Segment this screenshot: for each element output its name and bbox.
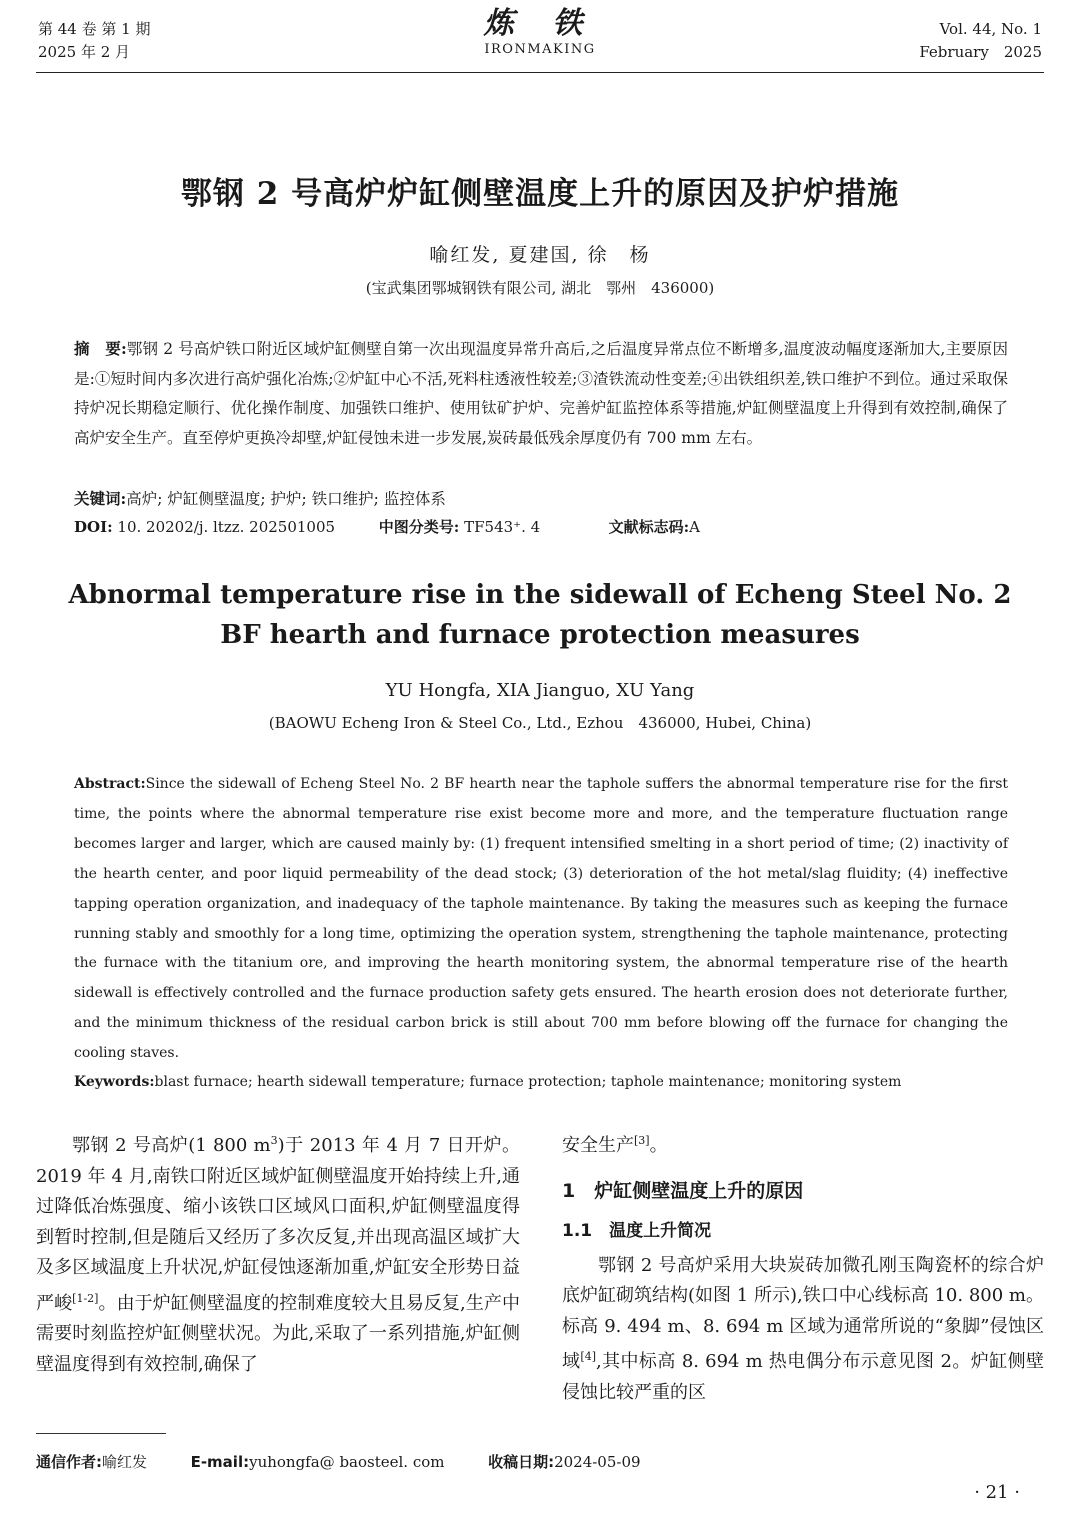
journal-name-zh: 炼 铁 (483, 6, 597, 41)
intro-continuation (562, 1126, 1044, 1162)
authors-zh: 喻红发, 夏建国, 徐 杨 (429, 244, 651, 266)
article-meta (74, 515, 1008, 539)
journal-issue-en (919, 18, 1042, 64)
footnote-divider (36, 1433, 166, 1434)
abstract-zh-text: 鄂钢 2 号高炉铁口附近区域炉缸侧壁自第一次出现温度异常升高后,之后温度异常点位不断增多,温度波动幅度逐渐加大,主要原因是:①短时间内多次进行高炉强化冶炼;②炉缸中心不活,死料柱透液性较差;③渣铁流动性变差;④出铁组织差,铁口维护不到位。通过采取保持炉况长期稳定顺行、优化操作制度、加强铁口维护、使用钛矿护炉、完善炉缸监控体系等措施,炉缸侧壁温度上升得到有效控制,确保了高炉安全生产。直至停炉更换冷却壁,炉缸侵蚀未进一步发展,炭砖最低残余厚度仍有 700 mm 左右。 (74, 340, 1008, 447)
body-column-right (562, 1126, 1044, 1408)
clc-label: 中图分类号: (378, 518, 460, 536)
intro-text-a: 鄂钢 2 号高炉(1 800 m (72, 1135, 271, 1156)
abstract-zh-label: 摘 要: (74, 339, 127, 358)
section-text-a: 鄂钢 2 号高炉采用大块炭砖加微孔刚玉陶瓷杯的综合炉底炉缸砌筑结构(如图 1 所示),铁口中心线标高 10. 800 m。标高 9. 494 m、8. 694 m 区域为通常所说的“象脚”侵蚀区域 (562, 1254, 1044, 1372)
clc-value: TF543⁺. 4 (464, 518, 541, 536)
section-heading-1-1: 1.1 温度上升简况 (562, 1221, 712, 1241)
corresponding-author-label: 通信作者: (36, 1453, 102, 1471)
abstract-en-label: Abstract: (74, 776, 146, 792)
authors-en: YU Hongfa, XIA Jianguo, XU Yang (385, 680, 695, 701)
keywords-en (74, 1068, 1008, 1096)
continuation-end: 。 (649, 1135, 668, 1156)
keywords-en-text: blast furnace; hearth sidewall temperature; furnace protection; taphole maintenance; monitoring system (154, 1074, 902, 1090)
abstract-en-text: Since the sidewall of Echeng Steel No. 2 BF hearth near the taphole suffers the abnormal temperature rise for the first time, the points where the abnormal temperature rise exist become more and more, and the temperature fluctuation range becomes larger and larger, which are caused mainly by: (1) frequent intensified smelting in a short period of time; (2) inactivity of the hearth center, and poor liquid permeability of the dead stock; (3) deterioration of the hot metal/slag fluidity; (4) ineffective tapping operation organization, and inadequacy of the taphole maintenance. By taking the measures such as keeping the furnace running stably and smoothly for a long time, optimizing the operation system, strengthening the taphole maintenance, protecting the furnace with the titanium ore, and improving the hearth monitoring system, the abnormal temperature rise of the hearth sidewall is effectively controlled and the furnace production safety gets ensured. The hearth erosion does not deteriorate further, and the minimum thickness of the residual carbon brick is still about 700 mm before blowing off the furnace for changing the cooling staves. (74, 776, 1008, 1062)
section-1-1-paragraph (562, 1251, 1044, 1409)
citation-ref: [1-2] (72, 1291, 99, 1305)
volume-issue-en: Vol. 44, No. 1 (939, 20, 1042, 38)
citation-ref: [3] (634, 1134, 650, 1147)
affiliation-zh: (宝武集团鄂城钢铁有限公司, 湖北 鄂州 436000) (365, 279, 715, 297)
section-text-b: ,其中标高 8. 694 m 热电偶分布示意见图 2。炉缸侧壁侵蚀比较严重的区 (562, 1351, 1044, 1403)
article-title-en: Abnormal temperature rise in the sidewall of Echeng Steel No. 2 BF hearth and furnace protection measures (68, 580, 1012, 650)
intro-text-b: )于 2013 年 4 月 7 日开炉。2019 年 4 月,南铁口附近区域炉缸侧壁温度开始持续上升,通过降低冶炼强度、缩小该铁口区域风口面积,炉缸侧壁温度得到暂时控制,但是随后又经历了多次反复,并出现高温区域扩大及多区域温度上升状况,炉缸侵蚀逐渐加重,炉缸安全形势日益严峻 (36, 1135, 520, 1314)
intro-paragraph (36, 1126, 520, 1380)
keywords-en-label: Keywords: (74, 1074, 155, 1090)
doi-value: 10. 20202/j. ltzz. 202501005 (117, 518, 336, 536)
abstract-zh (74, 334, 1008, 453)
volume-issue-zh: 第 44 卷 第 1 期 (38, 20, 151, 38)
continuation-text: 安全生产 (562, 1135, 634, 1156)
affiliation-en: (BAOWU Echeng Iron & Steel Co., Ltd., Ezhou 436000, Hubei, China) (268, 714, 812, 732)
page-number: · 21 · (974, 1482, 1020, 1503)
keywords-zh (74, 484, 1008, 515)
email-address: yuhongfa@ baosteel. com (249, 1453, 445, 1471)
intro-text-c: 。由于炉缸侧壁温度的控制难度较大且易反复,生产中需要时刻监控炉缸侧壁状况。为此,采取了一系列措施,炉缸侧壁温度得到有效控制,确保了 (36, 1292, 520, 1375)
corresponding-author: 喻红发 (102, 1453, 148, 1471)
citation-ref: [4] (580, 1350, 596, 1363)
header-divider (36, 72, 1044, 73)
keywords-zh-text: 高炉; 炉缸侧壁温度; 护炉; 铁口维护; 监控体系 (126, 490, 446, 508)
received-date: 2024-05-09 (554, 1453, 641, 1471)
doi-label: DOI: (74, 518, 113, 536)
journal-issue-zh (38, 18, 150, 64)
journal-name-en: IRONMAKING (484, 42, 596, 57)
received-date-label: 收稿日期: (488, 1453, 555, 1471)
article-title-zh: 鄂钢 2 号高炉炉缸侧壁温度上升的原因及护炉措施 (180, 176, 900, 212)
doc-code-label: 文献标志码: (608, 518, 690, 536)
section-heading-1: 1 炉缸侧壁温度上升的原因 (562, 1179, 804, 1202)
abstract-en (74, 770, 1008, 1069)
body-column-left (36, 1126, 520, 1380)
journal-logo (440, 6, 640, 58)
date-zh: 2025 年 2 月 (38, 43, 131, 61)
unit-superscript: 3 (270, 1134, 278, 1147)
keywords-zh-label: 关键词: (74, 489, 127, 508)
doc-code-value: A (689, 518, 700, 536)
date-en: February 2025 (919, 43, 1042, 61)
email-label: E-mail: (190, 1453, 250, 1471)
footnote (36, 1450, 641, 1474)
